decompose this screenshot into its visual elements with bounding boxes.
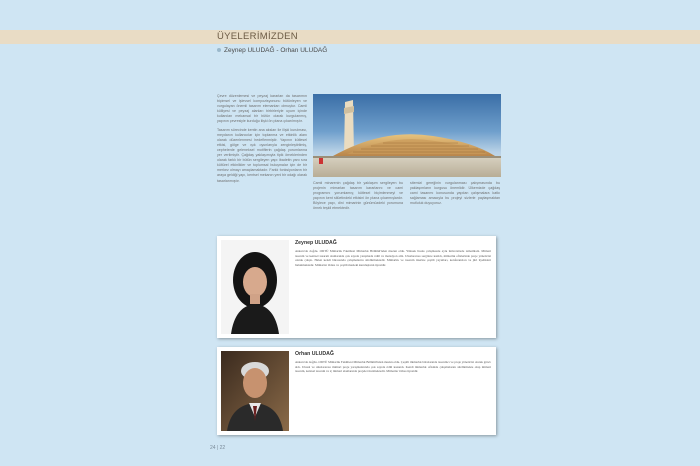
bullet-icon [217,48,221,52]
article-right-column [410,181,500,209]
article-left-column [217,94,307,187]
profile-bio: Ankara'da doğdu. ODTÜ Mimarlık Fakültesi Mimarlık Bölümü'nden mezun oldu. Yüksek lisans çalışmasını aynı üniversitede tamamladı. Mimari tasarım ve kentsel tasarım alanlarında çok sayıda yarışmada ödül ve mansiyon aldı. Uluslararası sergilere katıldı, mimarlık ofislerinde proje yöneticisi olarak çalıştı. Halen kendi bürosunda çalışmalarını sürdürmektedir. Mimarlık ve tasarım üzerine çeşitli yayınları, konferansları ve jüri üyelikleri bulunmaktadır. Mimarlar Odası ve çeşitli mesleki kuruluşların üyesidir. [295,249,491,267]
mosque-rendering-image [313,94,501,177]
mosque-illustration [313,94,501,177]
article-paragraph: sitemizi gereğinin vurgulanması çalışmasında bu yaklaşımların kurgusu önemlidir. Ülkemizde çağdaş cami tasarımı konusunda yapılan çalışmalara katkı sağlaması amacıyla bu projeyi sizlerle paylaşmaktan mutluluk duyuyoruz. [410,181,500,206]
authors-text: Zeynep ULUDAĞ - Orhan ULUDAĞ [224,47,328,54]
portrait-photo-orhan [221,351,289,431]
profile-card-orhan [217,347,496,435]
portrait-photo-zeynep [221,240,289,334]
article-middle-column [313,181,403,215]
profile-card-zeynep [217,236,496,338]
article-paragraph: Camii minarenin çağdaş bir yaklaşım sergileyen bu projenin mimarları tasarım kararlarını ve cami programını yorumlamış; kütlesel biçimlenmeyi ve yapının kent silüetindeki etkisini ön plana çıkarmışlardır. Böylece yapı, dini mimarinin günümüzdeki yorumuna örnek teşkil etmektedir. [313,181,403,211]
profile-name: Orhan ULUDAĞ [295,351,334,357]
section-title: ÜYELERİMİZDEN [217,31,298,42]
profile-name: Zeynep ULUDAĞ [295,240,337,246]
article-paragraph: Çevre düzenlemesi ve peyzaj kararları da tasarımın biçimsel ve işlevsel kompozisyonunu bütünleyen ve vurgulayan önemli tasarım elemanları olmuştur. Camii külliyesi ve peyzaj alanları birbirleriyle uyum içinde kullanılan mekansal bir bütün olarak kurgulanmış, yapının çevresiyle kurduğu ilişki ön plana çıkarılmıştır. [217,94,307,124]
author-line [217,47,327,54]
profile-bio: Ankara'da doğdu. ODTÜ Mimarlık Fakültesi Mimarlık Bölümü'nden mezun oldu. Çeşitli mimarlık bürolarında tasarımcı ve proje yöneticisi olarak görev aldı. Ulusal ve uluslararası mimari proje yarışmalarında çok sayıda ödül kazandı. Kendi mimarlık ofisinde çalışmalarını sürdürmekte olup mimari tasarım, kentsel tasarım ve iç mimari alanlarında projeler üretmektedir. Mimarlar Odası üyesidir. [295,360,491,374]
section-band [0,30,700,44]
page-number: 24 | 22 [210,445,226,451]
article-paragraph: Tasarım sürecinde kentin ana aksları ile ilişki kurulması, meydanın kullanıcılar için toplanma ve etkinlik alanı olarak düzenlenmesi hedeflenmiştir. Yapının kütlesel etkisi, gölge ve ışık oyunlarıyla zenginleştirilmiş, cephelerde geleneksel motiflerin çağdaş yorumlarına yer verilmiştir. Çağdaş yaklaşımıyla tipik örneklerinden olarak farklı bir bütün sergileyen yapı ibadetin yanı sıra kültürel etkinlikler ve toplumsal buluşmalar için de bir merkez olmayı amaçlamaktadır. Farklı fonksiyonların bir araya geldiği yapı, kentsel mekanın yeni bir odağı olarak tasarlanmıştır. [217,127,307,183]
